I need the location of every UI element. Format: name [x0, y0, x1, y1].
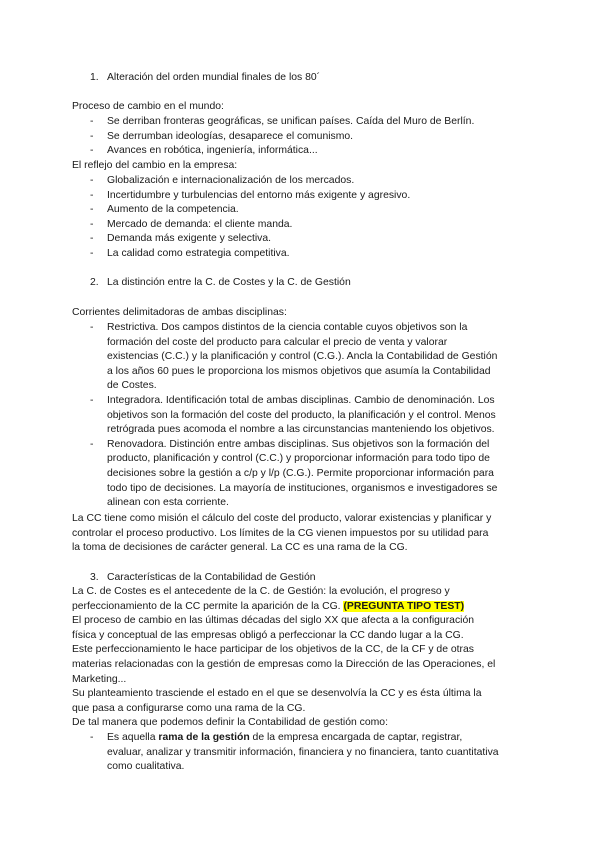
bullet-list	[72, 115, 532, 159]
text-line: que pasa a configurarse como una rama de la CG.	[72, 702, 306, 714]
dash-marker: -	[90, 394, 94, 406]
dash-marker: -	[90, 204, 94, 216]
text-segment: de la empresa encargada de captar, registrar,	[249, 732, 463, 743]
text-line: Marketing...	[72, 673, 127, 685]
highlight-note: (PREGUNTA TIPO TEST)	[343, 600, 465, 612]
text-line: producto, planificación y control (C.C.) y proporcionar información para todo tipo de	[107, 453, 490, 465]
dash-marker: -	[90, 233, 94, 245]
bullet-list	[72, 174, 532, 262]
paragraph	[72, 512, 532, 556]
list-item	[72, 232, 532, 247]
dash-marker: -	[90, 218, 94, 230]
text-line: Se derrumban ideologías, desaparece el comunismo.	[107, 130, 354, 142]
text-line: todo tipo de decisiones. La mayoría de instituciones, organismos e investigadores se	[107, 482, 498, 494]
section-number: 2.	[90, 277, 99, 288]
list-item	[72, 321, 532, 394]
text-line: formación del coste del producto para calcular el precio de venta y valorar	[107, 336, 448, 348]
text-line: Su planteamiento trasciende el estado en el que se desenvolvía la CC y es ésta última la	[72, 688, 482, 700]
text-line: de Costes.	[107, 380, 157, 392]
list-item	[72, 115, 532, 130]
section-1-heading	[90, 71, 320, 86]
text-line: Proceso de cambio en el mundo:	[72, 101, 224, 112]
list-item	[72, 144, 532, 159]
text-line: como cualitativa.	[107, 761, 185, 773]
text-line: evaluar, analizar y transmitir información, financiera y no financiera, tanto cuantitativa	[107, 746, 499, 758]
text-line: Aumento de la competencia.	[107, 204, 239, 216]
text-line: Avances en robótica, ingeniería, informática...	[107, 145, 318, 157]
section-number: 1.	[90, 72, 99, 83]
text-line: Renovadora. Distinción entre ambas disciplinas. Sus objetivos son la formación del	[107, 438, 490, 450]
dash-marker: -	[90, 247, 94, 259]
text-line: la toma de decisiones de carácter general. La CC es una rama de la CG.	[72, 542, 408, 554]
text-line: Integradora. Identificación total de ambas disciplinas. Cambio de denominación. Los	[107, 394, 495, 406]
text-line: Restrictiva. Dos campos distintos de la ciencia contable cuyos objetivos son la	[107, 322, 468, 333]
text-line: Globalización e internacionalización de los mercados.	[107, 175, 355, 186]
text-segment: perfeccionamiento de la CC permite la aparición de la CG.	[72, 600, 341, 612]
dash-marker: -	[90, 116, 94, 127]
bullet-list	[72, 731, 532, 775]
paragraph	[72, 585, 532, 731]
text-line: De tal manera que podemos definir la Contabilidad de gestión como:	[72, 717, 388, 729]
text-line: La calidad como estrategia competitiva.	[107, 247, 290, 259]
list-item	[72, 394, 532, 438]
paragraph	[72, 100, 532, 115]
dash-marker: -	[90, 175, 94, 186]
bold-term: rama de la gestión	[158, 732, 250, 743]
bullet-list	[72, 321, 532, 511]
dash-marker: -	[90, 732, 94, 743]
text-line	[107, 731, 532, 746]
section-title: La distinción entre la C. de Costes y la C. de Gestión	[107, 277, 351, 288]
text-line: objetivos son la formación del coste del producto, la planificación y el control. Menos	[107, 409, 496, 421]
text-line: materias relacionadas con la gestión de empresas como la Dirección de las Operaciones, el	[72, 658, 496, 670]
list-item	[72, 174, 532, 189]
text-line: La C. de Costes es el antecedente de la C. de Gestión: la evolución, el progreso y	[72, 586, 450, 597]
text-line: existencias (C.C.) y la planificación y control (C.G.). Ancla la Contabilidad de Gestión	[107, 351, 498, 363]
text-line: Mercado de demanda: el cliente manda.	[107, 218, 293, 230]
list-item	[72, 247, 532, 262]
list-item	[72, 130, 532, 145]
paragraph	[72, 306, 532, 321]
text-line: El proceso de cambio en las últimas décadas del siglo XX que afecta a la configuración	[72, 615, 475, 627]
section-3-heading	[90, 571, 316, 586]
paragraph	[72, 159, 532, 174]
dash-marker: -	[90, 145, 94, 157]
text-line: a los años 60 pues le proporciona los mismos objetivos que asumía la Contabilidad	[107, 365, 491, 377]
section-2-heading	[90, 276, 351, 291]
text-segment: Es aquella	[107, 732, 159, 743]
list-item	[72, 731, 532, 775]
section-title: Alteración del orden mundial finales de los 80´	[107, 72, 321, 83]
text-line	[72, 600, 532, 615]
text-line: alinean con esta corriente.	[107, 497, 229, 509]
list-item	[72, 218, 532, 233]
text-line: física y conceptual de las empresas obligó a perfeccionar la CC dando lugar a la CG.	[72, 629, 464, 641]
text-line: Incertidumbre y turbulencias del entorno más exigente y agresivo.	[107, 189, 411, 201]
dash-marker: -	[90, 130, 94, 142]
text-line: retrógrada pues acomoda el nombre a las circunstancias manteniendo los objetivos.	[107, 424, 495, 436]
dash-marker: -	[90, 322, 94, 333]
text-line: Demanda más exigente y selectiva.	[107, 233, 272, 245]
text-line: decisiones sobre la gestión a c/p y l/p (C.G.). Permite proporcionar información para	[107, 467, 494, 479]
list-item	[72, 438, 532, 511]
list-item	[72, 203, 532, 218]
section-title: Características de la Contabilidad de Gestión	[107, 572, 316, 583]
text-line: La CC tiene como misión el cálculo del coste del producto, valorar existencias y planificar y	[72, 513, 492, 524]
list-item	[72, 189, 532, 204]
text-line: controlar el proceso productivo. Los límites de la CG vienen impuestos por su utilidad para	[72, 527, 489, 539]
text-line: Se derriban fronteras geográficas, se unifican países. Caída del Muro de Berlín.	[107, 116, 475, 127]
dash-marker: -	[90, 189, 94, 201]
section-number: 3.	[90, 572, 99, 583]
dash-marker: -	[90, 438, 94, 450]
text-line: Este perfeccionamiento le hace participar de los objetivos de la CC, de la CF y de otras	[72, 644, 474, 656]
text-line: El reflejo del cambio en la empresa:	[72, 160, 238, 171]
text-line: Corrientes delimitadoras de ambas disciplinas:	[72, 307, 287, 318]
